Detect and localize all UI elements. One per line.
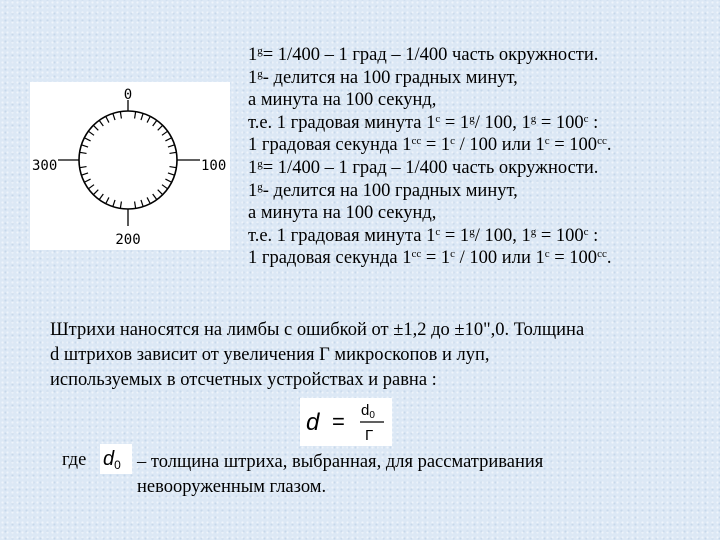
dial-tick [93,190,98,195]
d0-symbol [100,444,132,474]
dial-tick [84,138,90,141]
dial-tick [135,112,136,119]
dial-tick [168,173,175,175]
dial-tick [153,120,157,126]
dial-tick [88,185,94,189]
dial-tick [120,201,121,208]
definition-line: т.е. 1 градовая минута $1^c = 1^g/$ 100, $1^g = 100^c$ : [248,112,599,133]
dial-tick [135,201,136,208]
dial-graphic [30,82,230,250]
definition-line: 1 градовая секунда $1^{cc} = 1^c / 100$ или $1^c = 100^{cc}$. [248,248,612,269]
where-line: – толщина штриха, выбранная, для рассматривания [137,452,544,472]
dial-tick [81,145,88,147]
dial-tick [106,197,109,203]
paragraph-line: используемых в отсчетных устройствах и равна : [50,370,437,390]
dial-tick [168,145,175,147]
paragraph-line: Штрихи наносятся на лимбы с ошибкой от ±1,2 до ±10",0. Толщина [50,320,585,340]
dial-tick [120,112,121,119]
d0-text: $d_0$ [103,448,121,472]
where-label: где [62,450,87,470]
definition-line: $1^g= 1/400 - 1$ град – 1/400 часть окружности. [248,45,599,65]
dial-tick [93,125,98,130]
definition-line: а минута на 100 секунд, [248,203,437,224]
dial-tick [162,131,168,135]
dial-tick [88,131,94,135]
definition-line: 1 градовая секунда $1^{cc} = 1^c / 100$ или $1^c = 100^{cc}$. [248,135,612,156]
dial-tick [81,173,88,175]
dial-label-bottom: 200 [115,232,141,248]
explanation-paragraph [50,318,715,393]
d0-graphic [100,444,132,474]
dial-tick [158,190,163,195]
definition-line: 1$^g$- делится на 100 градных минут, [248,180,518,201]
dial-tick [153,194,157,200]
dial-ticks [80,112,177,209]
dial-tick [106,116,109,122]
dial-tick [113,113,115,120]
dial-tick [141,113,143,120]
dial-tick [141,200,143,207]
formula-numerator: $d_0$ [361,402,375,421]
thickness-formula [300,398,392,446]
dial-tick [165,138,171,141]
dial-label-right: 100 [201,158,227,174]
dial-tick [147,116,150,122]
dial-tick [80,152,87,153]
paragraph-line: d штрихов зависит от увеличения Г микроскопов и луп, [50,345,490,365]
dial-tick [99,120,103,126]
definition-line: 1$^g$- делится на 100 градных минут, [248,67,518,88]
dial-tick [80,167,87,168]
dial-tick [162,185,168,189]
where-line: невооруженным глазом. [137,477,327,497]
dial-tick [84,179,90,182]
where-description [137,450,697,500]
dial-tick [158,125,163,130]
dial-tick [165,179,171,182]
definition-line: $1^g= 1/400 - 1$ град – 1/400 часть окружности. [248,157,599,178]
dial-label-left: 300 [32,158,58,174]
formula-graphic [300,398,392,446]
dial-tick [99,194,103,200]
formula-lhs: d [306,409,320,436]
dial-tick [169,167,176,168]
definitions-block [248,44,718,270]
formula-denominator: Г [365,427,374,444]
dial-tick [169,152,176,153]
formula-equals: = [332,409,345,434]
dial-label-top: 0 [123,87,133,103]
dial-tick [147,197,150,203]
definition-line: а минута на 100 секунд, [248,90,437,111]
dial-diagram [30,82,230,250]
definition-line: т.е. 1 градовая минута $1^c = 1^g/$ 100, $1^g = 100^c$ : [248,225,599,246]
dial-tick [113,200,115,207]
